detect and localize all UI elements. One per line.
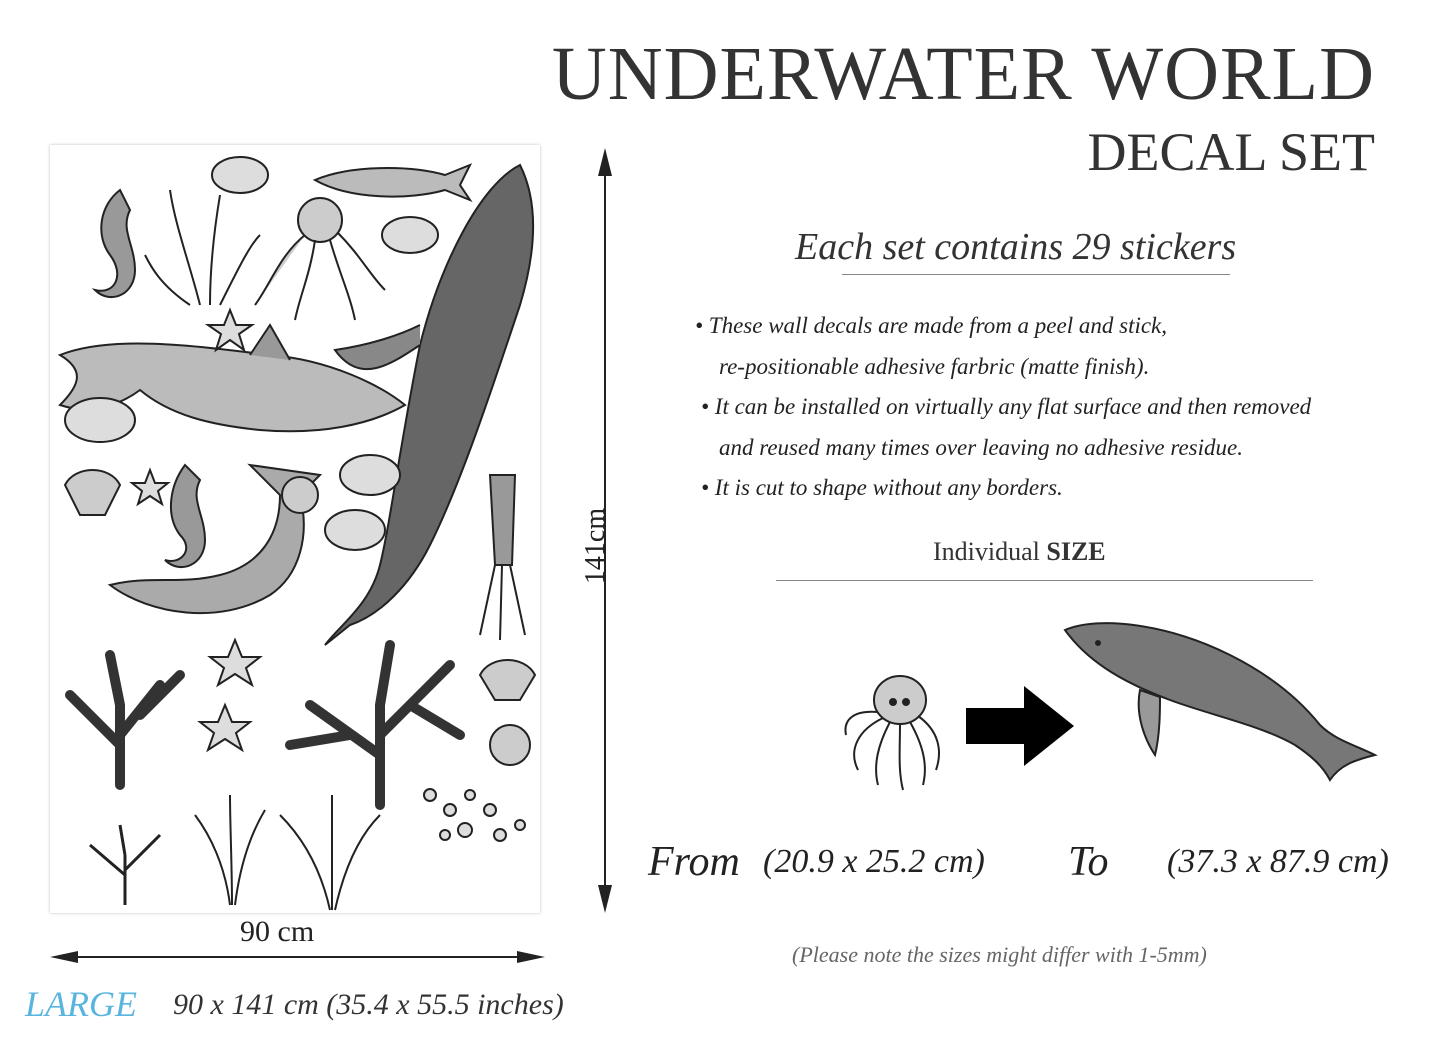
squid-icon [480,475,525,640]
feature-line: re-positionable adhesive farbric (matte finish). [719,353,1150,379]
page-title: UNDERWATER WORLD [551,32,1375,116]
sea-creatures-illustration [50,145,540,913]
shell-icon [65,470,120,515]
starfish-icon [210,640,260,685]
anemone-icon [280,795,380,910]
fish-icon [315,165,470,200]
fish-icon [65,398,135,442]
fish-icon [325,510,385,550]
fish-icon [382,217,438,253]
feature-line: • These wall decals are made from a peel and stick, [695,313,1168,338]
shell-icon [490,725,530,765]
seahorse-icon [95,190,135,297]
coral-icon [90,825,160,905]
width-label: 90 cm [240,915,315,948]
to-label: To [1068,839,1109,885]
starfish-icon [200,705,250,750]
individual-size-heading [933,537,1106,567]
feature-line: • It can be installed on virtually any flat surface and then removed [701,394,1312,419]
divider [776,580,1313,581]
fish-icon [212,157,268,193]
size-variant-label: LARGE [25,984,137,1024]
octopus-icon [838,660,948,795]
shell-icon [282,477,318,513]
coral-icon [70,655,180,785]
feature-line: • It is cut to shape without any borders. [701,475,1063,500]
starfish-icon [132,470,168,504]
divider [842,274,1230,275]
coral-icon [290,645,460,805]
size-word: SIZE [1046,537,1106,566]
page-subtitle: DECAL SET [1087,122,1375,182]
size-variant-dimensions: 90 x 141 cm (35.4 x 55.5 inches) [173,988,564,1021]
size-disclaimer: (Please note the sizes might differ with 1-5mm) [792,942,1207,967]
feature-line: and reused many times over leaving no adhesive residue. [719,434,1243,460]
octopus-sheet-icon [255,198,385,320]
height-label: 141cm [580,507,612,585]
starfish-icon [208,310,252,350]
seahorse-icon [165,465,205,567]
to-size: (37.3 x 87.9 cm) [1167,843,1389,880]
anemone-icon [195,795,265,905]
shell-icon [480,660,535,700]
feature-list [695,306,1311,509]
whale-icon [1060,615,1380,795]
seaweed-icon [145,190,260,305]
from-size: (20.9 x 25.2 cm) [763,843,985,880]
decal-sheet [50,145,540,913]
individual-word: Individual [933,537,1040,566]
fish-icon [340,455,400,495]
from-label: From [648,839,740,885]
pebbles-icon [424,789,525,841]
sticker-count-heading: Each set contains 29 stickers [795,226,1237,268]
